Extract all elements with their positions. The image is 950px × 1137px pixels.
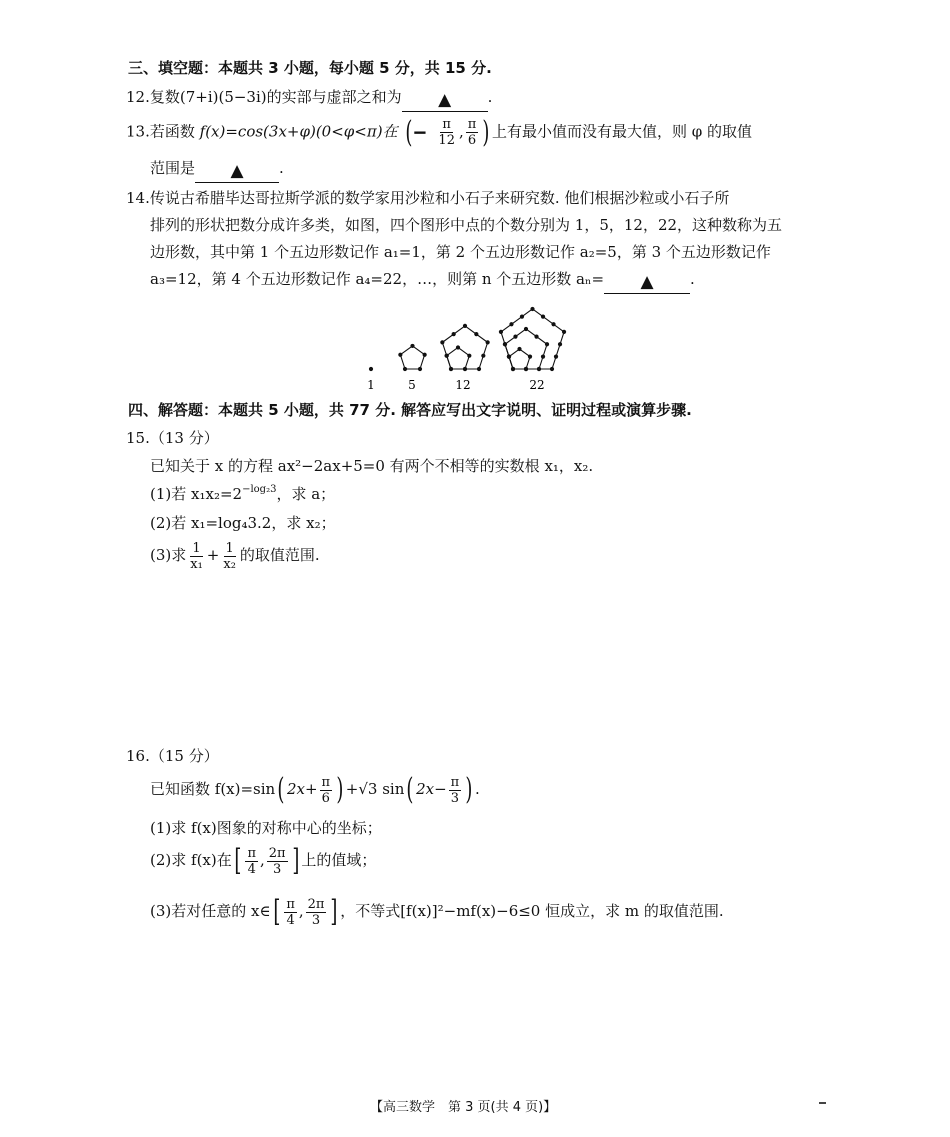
pentagon-dot-12: [474, 332, 478, 336]
q13-frac1-num: π: [442, 117, 451, 132]
pentagon-dot-12: [452, 332, 456, 336]
q16-stem: [150, 772, 480, 806]
q16-stem-frac1: [320, 775, 333, 806]
q15-part3-plus: +: [206, 546, 220, 564]
q16-part2-frac2-den: 3: [273, 861, 282, 877]
figure-label-5: 5: [408, 378, 416, 392]
q16-part2-frac1-num: π: [247, 845, 256, 861]
corner-mark: [819, 1102, 826, 1104]
q16-part3-frac1-den: 4: [286, 912, 295, 928]
pentagon-dot-12: [486, 340, 490, 344]
q15-part3-frac1: [188, 541, 205, 572]
pentagon-dot-12: [463, 324, 467, 328]
q16-stem-frac1-den: 6: [321, 790, 330, 806]
pentagon-dot-5: [398, 353, 402, 357]
q15-part1-text-b: ，求 a；: [276, 485, 336, 503]
figure-label-12: 12: [455, 378, 471, 392]
pentagonal-numbers-figure: [355, 285, 595, 395]
q13-frac1-den: 12: [438, 133, 455, 148]
q16-part2-sep: ,: [260, 851, 265, 869]
q12-answer-blank: [402, 91, 488, 112]
pentagon-dot-12: [463, 367, 467, 371]
pentagon-outline-12-2: [442, 326, 487, 369]
q14-line2: 排列的形状把数分成许多类，如图，四个图形中点的个数分别为 1，5，12，22，这种数称为五: [150, 216, 783, 234]
pentagon-dot-5: [410, 344, 414, 348]
q16-part2-rbracket: ]: [291, 843, 299, 878]
q14-end: .: [690, 270, 695, 288]
section3-heading: 三、填空题：本题共 3 小题，每小题 5 分，共 15 分.: [128, 59, 492, 77]
pentagon-dot-1: [369, 367, 373, 371]
pentagon-dot-22: [530, 307, 534, 311]
pentagon-dot-12: [449, 367, 453, 371]
q13-text-a: 若函数: [149, 122, 200, 141]
pentagon-dot-22: [554, 355, 558, 359]
pentagon-dot-22: [541, 315, 545, 319]
q16-stem-frac2: [449, 775, 462, 806]
pentagon-outline-5-1: [400, 346, 424, 369]
q16-part3-frac2: [306, 897, 327, 928]
pentagon-dot-22: [520, 315, 524, 319]
q13-line2: [150, 157, 284, 183]
pentagon-dot-22: [551, 322, 555, 326]
pentagon-dot-22: [509, 322, 513, 326]
pentagon-dot-22: [524, 367, 528, 371]
q14-line3: 边形数，其中第 1 个五边形数记作 a₁=1，第 2 个五边形数记作 a₂=5，第 3 个五边形数记作: [150, 243, 771, 261]
q16-part3-frac1: [284, 897, 297, 928]
answer-triangle-icon: ▲: [640, 272, 654, 292]
pentagon-dot-12: [440, 340, 444, 344]
q16-part1: (1)求 f(x)图象的对称中心的坐标；: [150, 819, 382, 837]
q16-stem-frac2-num: π: [450, 774, 460, 790]
q16-part2: [150, 842, 376, 878]
q13-interval-open: (−: [404, 114, 428, 150]
q16-number: 16.（15 分）: [126, 747, 219, 765]
pentagon-dot-22: [537, 367, 541, 371]
q14-line1-text: 传说古希腊毕达哥拉斯学派的数学家用沙粒和小石子来研究数. 他们根据沙粒或小石子所: [149, 189, 730, 207]
q13-answer-blank: [195, 162, 279, 183]
pentagon-dot-22: [562, 330, 566, 334]
q16-arg2: 2x−: [416, 780, 447, 798]
pentagon-dot-12: [481, 354, 485, 358]
q13-number: 13.: [126, 122, 150, 141]
q13-frac2-num: π: [467, 117, 477, 132]
q15-part3-frac2-den: x₂: [223, 556, 236, 572]
pentagon-dot-22: [513, 335, 517, 339]
pentagon-dot-12: [445, 354, 449, 358]
q16-part2-frac2-num: 2π: [268, 845, 286, 861]
q16-paren-close2: ): [465, 772, 473, 807]
q15-part1-exponent: −log₂3: [242, 484, 277, 495]
q12-text: 复数(7+i)(5−3i)的实部与虚部之和为: [149, 88, 402, 106]
pentagon-dot-22: [524, 327, 528, 331]
q14-number: 14.: [126, 189, 150, 207]
pentagon-dot-12: [477, 367, 481, 371]
section4-heading: 四、解答题：本题共 5 小题，共 77 分. 解答应写出文字说明、证明过程或演算步骤.: [128, 401, 692, 419]
q16-stem-frac2-den: 3: [450, 790, 460, 806]
pentagon-dot-22: [558, 342, 562, 346]
q15-part3-text-b: 的取值范围.: [239, 546, 320, 564]
pentagon-dot-22: [545, 342, 549, 346]
q15-part1-text-a: (1)若 x₁x₂=2: [150, 485, 243, 503]
figure-label-22: 22: [529, 378, 545, 392]
q14-line4-text: a₃=12，第 4 个五边形数记作 a₄=22，…，则第 n 个五边形数 aₙ=: [150, 270, 605, 288]
pentagon-dot-12: [467, 354, 471, 358]
q16-paren-open1: (: [277, 772, 285, 807]
q13-frac2-den: 6: [467, 133, 477, 148]
q16-paren-open2: (: [406, 772, 414, 807]
q13-line1: [126, 114, 753, 150]
q15-part2: (2)若 x₁=log₄3.2，求 x₂；: [150, 514, 336, 532]
q16-part2-text-b: 上的值域；: [301, 851, 377, 869]
q16-part3-frac2-den: 3: [311, 912, 321, 928]
figure-label-1: 1: [367, 378, 375, 392]
q13-text-b: 上有最小值而没有最大值，则 φ 的取值: [492, 122, 753, 141]
q13-func: f(x)=cos(3x+φ)(0<φ<π)在: [199, 122, 398, 141]
q16-part3-lbracket: [: [272, 894, 280, 929]
q16-part3-frac1-num: π: [286, 896, 295, 912]
q15-part3-text-a: (3)求: [150, 546, 187, 564]
q16-part2-frac2: [267, 846, 288, 877]
pentagon-dot-22: [534, 335, 538, 339]
pentagon-dot-5: [403, 367, 407, 371]
q13-sep: ,: [458, 122, 464, 141]
q12-end: .: [487, 88, 493, 106]
pentagon-dot-22: [528, 355, 532, 359]
q16-stem-frac1-num: π: [321, 774, 331, 790]
q15-part1: [150, 483, 335, 504]
q15-part3-frac2-num: 1: [225, 540, 234, 556]
q16-part2-frac1: [245, 846, 258, 877]
q16-part3-sep: ,: [298, 902, 304, 920]
q15-part3-frac1-den: x₁: [190, 556, 203, 572]
q13-frac2: [466, 117, 479, 148]
q15-part3: [150, 538, 320, 572]
pentagon-dot-22: [511, 367, 515, 371]
pentagon-dot-5: [418, 367, 422, 371]
pentagon-dot-22: [541, 355, 545, 359]
q16-part2-lbracket: [: [234, 843, 242, 878]
q15-stem: 已知关于 x 的方程 ax²−2ax+5=0 有两个不相等的实数根 x₁，x₂.: [150, 457, 594, 475]
q15-part3-frac1-num: 1: [192, 540, 201, 556]
q13-frac1: [436, 117, 457, 148]
q15-part3-frac2: [221, 541, 238, 572]
pentagon-dot-12: [456, 345, 460, 349]
q12-number: 12.: [126, 88, 150, 106]
q16-part3-text-a: (3)若对任意的 x∈: [150, 902, 271, 920]
q14-answer-blank: [604, 273, 690, 294]
pentagon-figure-drawing: [369, 307, 566, 371]
pentagon-dot-22: [499, 330, 503, 334]
q13-text-c: 范围是: [150, 159, 196, 177]
q16-part3-rbracket: ]: [330, 894, 338, 929]
pentagon-dot-5: [423, 353, 427, 357]
q16-stem-a: 已知函数 f(x)=sin: [150, 780, 276, 798]
pentagon-dot-22: [503, 342, 507, 346]
page-footer: 【高三数学 第 3 页(共 4 页)】: [370, 1100, 557, 1115]
q16-part3-frac2-num: 2π: [307, 896, 325, 912]
pentagon-dot-22: [550, 367, 554, 371]
pentagon-dot-22: [517, 347, 521, 351]
q16-stem-end: .: [474, 780, 480, 798]
q13-end: .: [279, 159, 284, 177]
pentagon-outline-22-3: [501, 309, 564, 369]
q16-arg1: 2x+: [286, 780, 318, 798]
q16-stem-mid: +√3 sin: [345, 780, 405, 798]
q16-part3: [150, 893, 724, 929]
q16-part2-frac1-den: 4: [247, 861, 256, 877]
q16-paren-close1: ): [336, 772, 344, 807]
answer-triangle-icon: ▲: [438, 90, 452, 110]
q14-line1: [126, 187, 729, 208]
q16-part3-text-b: ，不等式[f(x)]²−mf(x)−6≤0 恒成立，求 m 的取值范围.: [340, 902, 724, 920]
pentagon-dot-22: [507, 355, 511, 359]
q15-number: 15.（13 分）: [126, 429, 219, 447]
q16-part2-text-a: (2)求 f(x)在: [150, 851, 232, 869]
q13-interval-close: ): [482, 114, 490, 150]
q12: [126, 86, 492, 112]
answer-triangle-icon: ▲: [230, 161, 244, 181]
